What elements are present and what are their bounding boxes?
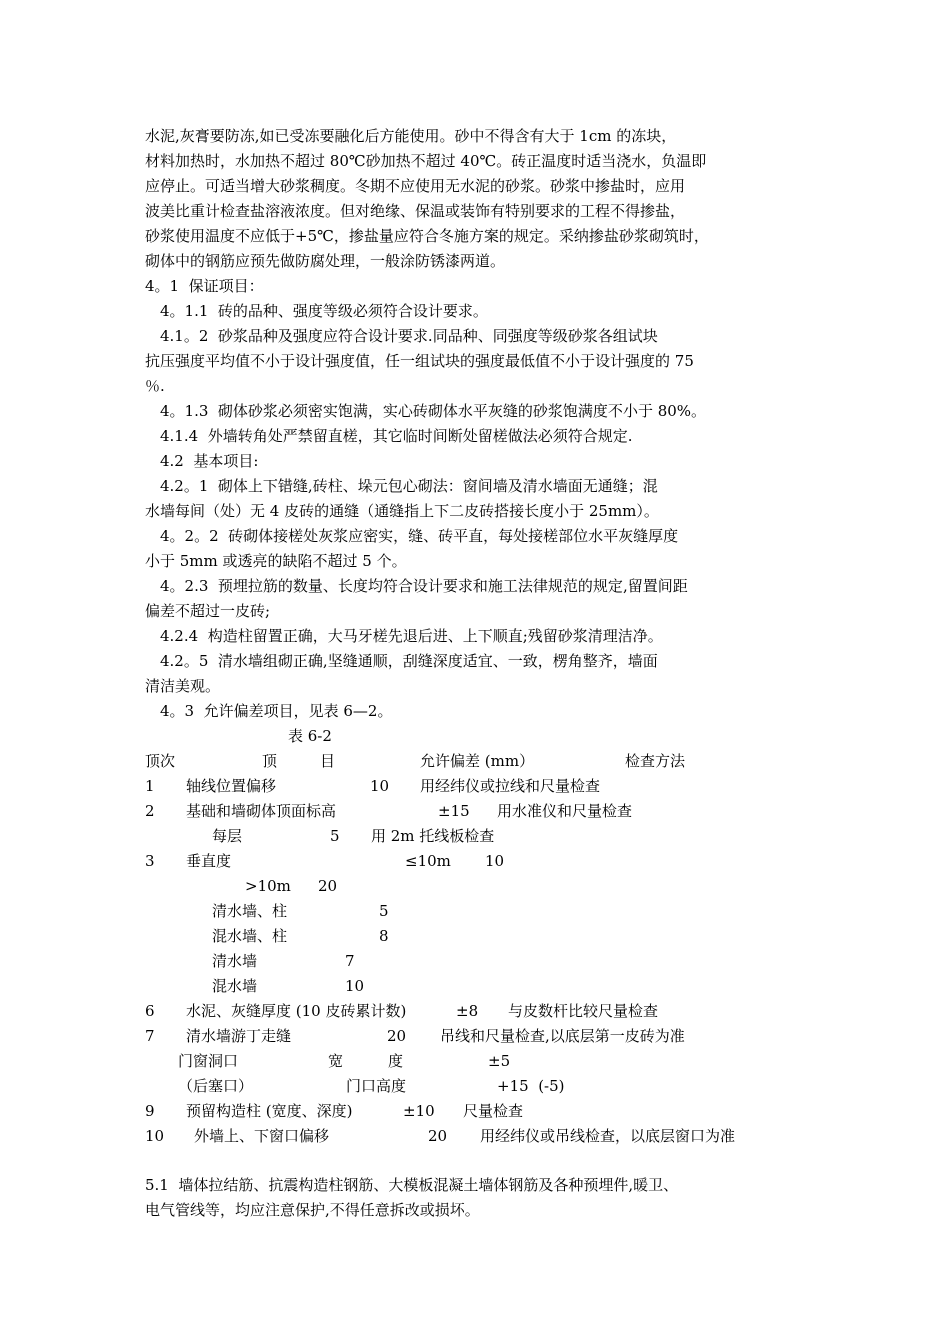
table-header-item-1: 顶 [262, 752, 278, 770]
table-header-tolerance: 允许偏差 (mm） [420, 752, 535, 770]
intro-line-5: 砂浆使用温度不应低于+5℃，掺盐量应符合冬施方案的规定。采纳掺盐砂浆砌筑时， [145, 227, 709, 245]
table-cell: 吊线和尺量检查,以底层第一皮砖为准 [440, 1027, 685, 1045]
section-4-2-2-b: 小于 5mm 或透亮的缺陷不超过 5 个。 [145, 552, 407, 570]
table-cell: 7 [145, 1027, 155, 1045]
table-cell: 每层 [212, 827, 243, 845]
table-cell: 20 [428, 1127, 448, 1145]
table-cell: 水泥、灰缝厚度 (10 皮砖累计数) [186, 1002, 407, 1020]
table-cell: 宽 [328, 1052, 344, 1070]
section-4-1-3: 4。1.3 砌体砂浆必须密实饱满，实心砖砌体水平灰缝的砂浆饱满度不小于 80%。 [160, 402, 707, 420]
table-cell: +15 (-5) [497, 1077, 565, 1095]
table-header-index: 顶次 [145, 752, 176, 770]
table-cell: 20 [318, 877, 338, 895]
table-cell: 10 [345, 977, 365, 995]
table-header-method: 检查方法 [625, 752, 686, 770]
table-header-item-2: 目 [320, 752, 336, 770]
section-4-2-3-a: 4。2.3 预埋拉筋的数量、长度均符合设计要求和施工法律规范的规定,留置间距 [160, 577, 688, 595]
table-cell: 用经纬仪或吊线检查，以底层窗口为准 [480, 1127, 736, 1145]
section-4-3-heading: 4。3 允许偏差项目，见表 6—2。 [160, 702, 393, 720]
table-cell: 门口高度 [346, 1077, 407, 1095]
table-cell: 混水墙 [212, 977, 258, 995]
table-cell: 轴线位置偏移 [186, 777, 277, 795]
table-cell: 6 [145, 1002, 155, 1020]
table-cell: （后塞口） [178, 1077, 254, 1095]
table-cell: 10 [370, 777, 390, 795]
table-cell: ±8 [456, 1002, 479, 1020]
section-4-2-1-b: 水墙每间（处）无 4 皮砖的通缝（通缝指上下二皮砖搭接长度小于 25mm）。 [145, 502, 659, 520]
section-4-2-3-b: 偏差不超过一皮砖; [145, 602, 271, 620]
intro-line-3: 应停止。可适当增大砂浆稠度。冬期不应使用无水泥的砂浆。砂浆中掺盐时，应用 [145, 177, 686, 195]
section-4-1-1: 4。1.1 砖的品种、强度等级必须符合设计要求。 [160, 302, 488, 320]
table-cell: 3 [145, 852, 155, 870]
table-cell: 5 [379, 902, 389, 920]
table-cell: 与皮数杆比较尺量检查 [508, 1002, 659, 1020]
table-cell: ±10 [403, 1102, 435, 1120]
section-4-2-1-a: 4.2。1 砌体上下错缝,砖柱、垛元包心砌法：窗间墙及清水墙面无通缝；混 [160, 477, 658, 495]
table-cell: 清水墙 [212, 952, 258, 970]
table-cell: 度 [388, 1052, 404, 1070]
table-cell: >10m [245, 877, 291, 895]
table-cell: 10 [485, 852, 505, 870]
table-cell: 基础和墙砌体顶面标高 [186, 802, 337, 820]
table-cell: 预留构造柱 (宽度、深度) [186, 1102, 353, 1120]
section-5-1-a: 5.1 墙体拉结筋、抗震构造柱钢筋、大模板混凝土墙体钢筋及各种预埋件,暖卫、 [145, 1176, 679, 1194]
table-cell: 用 2m 托线板检查 [371, 827, 495, 845]
table-cell: 门窗洞口 [178, 1052, 239, 1070]
section-4-1-heading: 4。1 保证项目： [145, 277, 264, 295]
table-cell: 清水墙、柱 [212, 902, 288, 920]
table-cell: 7 [345, 952, 355, 970]
section-4-1-2-c: ％. [145, 377, 165, 395]
section-4-2-heading: 4.2 基本项目: [160, 452, 259, 470]
section-4-1-4: 4.1.4 外墙转角处严禁留直槎，其它临时间断处留槎做法必须符合规定. [160, 427, 633, 445]
table-cell: 用水准仪和尺量检查 [497, 802, 633, 820]
table-cell: 1 [145, 777, 155, 795]
table-cell: 20 [387, 1027, 407, 1045]
section-4-2-5-a: 4.2。5 清水墙组砌正确,坚缝通顺，刮缝深度适宜、一致，楞角整齐，墙面 [160, 652, 658, 670]
table-cell: 混水墙、柱 [212, 927, 288, 945]
table-cell: 用经纬仪或拉线和尺量检查 [420, 777, 601, 795]
table-caption: 表 6-2 [288, 727, 332, 745]
table-cell: ±5 [488, 1052, 511, 1070]
section-4-2-4: 4.2.4 构造柱留置正确，大马牙槎先退后进、上下顺直;残留砂浆清理洁净。 [160, 627, 663, 645]
table-cell: 垂直度 [186, 852, 232, 870]
table-cell: 外墙上、下窗口偏移 [194, 1127, 330, 1145]
intro-line-1: 水泥,灰膏要防冻,如已受冻要融化后方能使用。砂中不得含有大于 1cm 的冻块， [145, 127, 677, 145]
table-cell: 尺量检查 [463, 1102, 524, 1120]
section-5-1-b: 电气管线等，均应注意保护,不得任意拆改或损坏。 [145, 1201, 480, 1219]
intro-line-4: 波美比重计检查盐溶液浓度。但对绝缘、保温或装饰有特别要求的工程不得掺盐， [145, 202, 686, 220]
intro-line-6: 砌体中的钢筋应预先做防腐处理，一般涂防锈漆两道。 [145, 252, 506, 270]
table-cell: 2 [145, 802, 155, 820]
section-4-1-2-b: 抗压强度平均值不小于设计强度值，任一组试块的强度最低值不小于设计强度的 75 [145, 352, 694, 370]
table-cell: 5 [330, 827, 340, 845]
section-4-1-2-a: 4.1。2 砂浆品种及强度应符合设计要求.同品种、同强度等级砂浆各组试块 [160, 327, 658, 345]
table-cell: ≤10m [405, 852, 451, 870]
table-cell: ±15 [438, 802, 470, 820]
section-4-2-5-b: 清洁美观。 [145, 677, 221, 695]
table-cell: 9 [145, 1102, 155, 1120]
intro-line-2: 材料加热时，水加热不超过 80℃砂加热不超过 40℃。砖正温度时适当浇水，负温即 [145, 152, 707, 170]
table-cell: 清水墙游丁走缝 [186, 1027, 292, 1045]
table-cell: 10 [145, 1127, 165, 1145]
table-cell: 8 [379, 927, 389, 945]
section-4-2-2-a: 4。2。2 砖砌体接槎处灰浆应密实，缝、砖平直，每处接槎部位水平灰缝厚度 [160, 527, 679, 545]
